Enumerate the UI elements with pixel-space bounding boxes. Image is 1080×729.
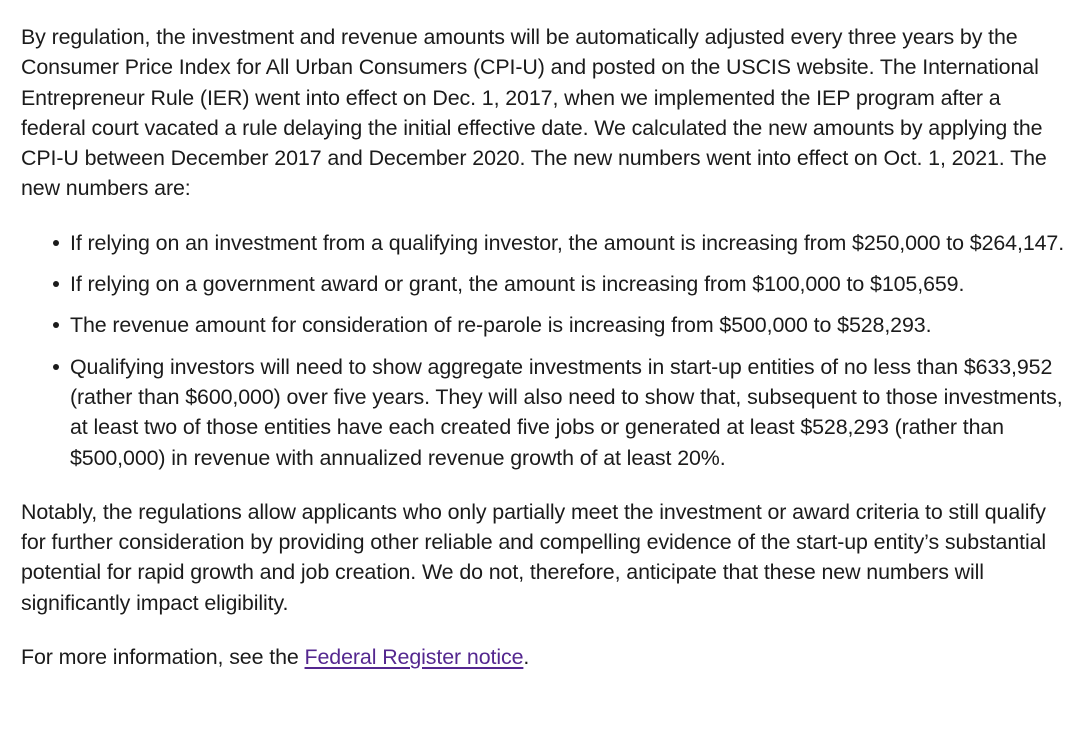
more-info-prefix: For more information, see the	[21, 645, 305, 670]
list-item: If relying on an investment from a qualifying investor, the amount is increasing from $250,000 to $264,147.	[70, 228, 1071, 258]
list-item: The revenue amount for consideration of re-parole is increasing from $500,000 to $528,293.	[70, 310, 1071, 340]
list-item: Qualifying investors will need to show aggregate investments in start-up entities of no less than $633,952 (rather than $600,000) over five years. They will also need to show that, subsequent to those investments, at least two of those entities have each created five jobs or generated at least $528,293 (rather than $500,000) in revenue with annualized revenue growth of at least 20%.	[70, 352, 1071, 473]
federal-register-notice-link[interactable]: Federal Register notice	[304, 645, 524, 670]
list-item: If relying on a government award or grant, the amount is increasing from $100,000 to $105,659.	[70, 269, 1071, 299]
more-info-suffix: .	[523, 645, 530, 670]
article-body	[21, 22, 1071, 672]
notably-paragraph: Notably, the regulations allow applicants who only partially meet the investment or award criteria to still qualify for further consideration by providing other reliable and compelling evidence of the start-up entity’s substantial potential for rapid growth and job creation. We do not, therefore, anticipate that these new numbers will significantly impact eligibility.	[21, 499, 1047, 615]
intro-paragraph: By regulation, the investment and revenue amounts will be automatically adjusted every three years by the Consumer Price Index for All Urban Consumers (CPI-U) and posted on the USCIS website. The International Entrepreneur Rule (IER) went into effect on Dec. 1, 2017, when we implemented the IEP program after a federal court vacated a rule delaying the initial effective date. We calculated the new amounts by applying the CPI-U between December 2017 and December 2020. The new numbers went into effect on Oct. 1, 2021. The new numbers are:	[21, 25, 1047, 201]
more-info-paragraph	[21, 642, 1071, 672]
new-amounts-list	[21, 228, 1071, 473]
